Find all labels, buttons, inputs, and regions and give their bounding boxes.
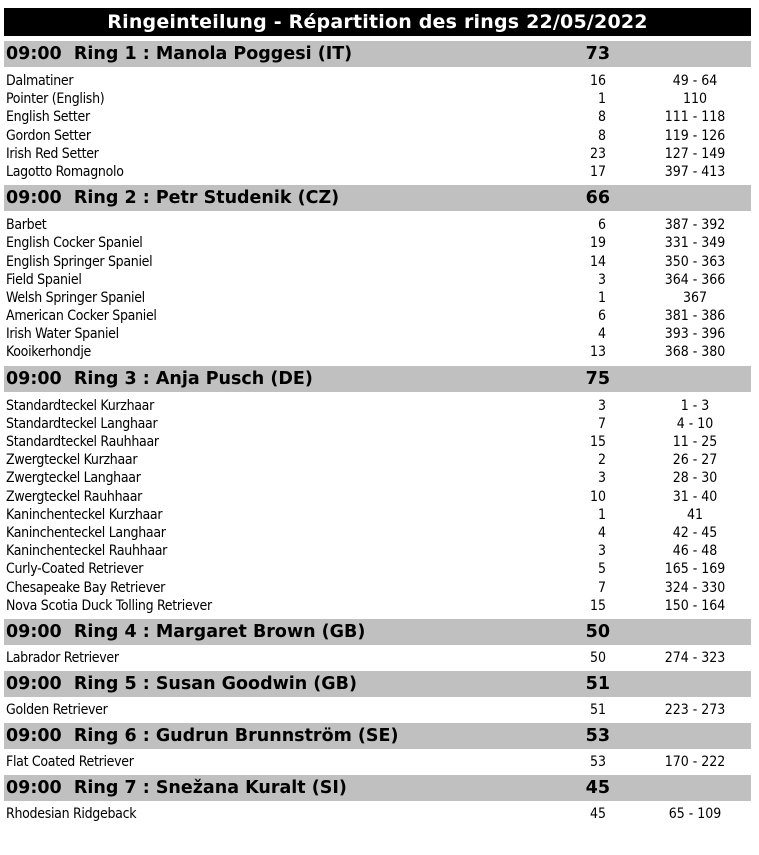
breed-count: 10 (589, 488, 606, 505)
catalog-range: 41 (686, 506, 704, 523)
catalog-range: 387 - 392 (664, 217, 726, 234)
catalog-range: 393 - 396 (664, 326, 726, 343)
breed-name: Zwergteckel Langhaar (6, 470, 141, 487)
breed-name: Welsh Springer Spaniel (6, 289, 145, 306)
breed-count: 7 (597, 579, 606, 596)
ring-judge-label: Ring 7 : Snežana Kuralt (SI) (73, 778, 347, 799)
ring-title (6, 775, 347, 802)
breed-count: 4 (597, 524, 606, 541)
breed-list (4, 211, 751, 366)
breed-row (4, 234, 751, 252)
breed-count: 3 (597, 470, 606, 487)
breed-row (4, 753, 751, 771)
catalog-range: 119 - 126 (664, 127, 726, 144)
breed-name: Rhodesian Ridgeback (6, 806, 137, 823)
ring-total-count: 53 (585, 726, 610, 747)
breed-count: 3 (597, 543, 606, 560)
ring-section (4, 723, 751, 775)
ring-schedule (4, 41, 751, 828)
breed-name: English Setter (6, 109, 90, 126)
catalog-range: 364 - 366 (664, 271, 726, 288)
catalog-range: 46 - 48 (672, 543, 718, 560)
breed-row (4, 469, 751, 487)
breed-name: Pointer (English) (6, 91, 105, 108)
ring-section (4, 671, 751, 723)
breed-row (4, 127, 751, 145)
breed-count: 1 (597, 289, 606, 306)
catalog-range: 1 - 3 (680, 397, 710, 414)
breed-name: Curly-Coated Retriever (6, 561, 144, 578)
breed-count: 8 (597, 109, 606, 126)
breed-name: English Springer Spaniel (6, 253, 153, 270)
breed-row (4, 451, 751, 469)
catalog-range: 28 - 30 (672, 470, 718, 487)
breed-count: 51 (589, 702, 606, 719)
breed-row (4, 163, 751, 181)
breed-count: 50 (589, 649, 606, 666)
breed-name: American Cocker Spaniel (6, 308, 157, 325)
catalog-range: 368 - 380 (664, 344, 726, 361)
breed-row (4, 542, 751, 560)
breed-name: Standardteckel Rauhhaar (6, 434, 159, 450)
breed-name: Lagotto Romagnolo (6, 163, 124, 180)
breed-row (4, 488, 751, 506)
breed-count: 1 (597, 506, 606, 523)
breed-row (4, 307, 751, 325)
breed-name: Kaninchenteckel Rauhhaar (6, 543, 168, 560)
catalog-range: 381 - 386 (664, 308, 726, 325)
breed-row (4, 216, 751, 234)
breed-name: Irish Red Setter (6, 145, 99, 162)
breed-count: 8 (597, 127, 606, 144)
breed-row (4, 90, 751, 108)
catalog-range: 331 - 349 (664, 235, 726, 252)
ring-section (4, 366, 751, 619)
ring-title (6, 185, 339, 212)
breed-count: 2 (597, 452, 606, 469)
catalog-range: 223 - 273 (664, 702, 726, 719)
breed-count: 13 (589, 344, 606, 361)
breed-list (4, 645, 751, 671)
catalog-range: 397 - 413 (664, 163, 726, 180)
breed-name: Barbet (6, 217, 47, 234)
breed-list (4, 749, 751, 775)
ring-judge-label: Ring 5 : Susan Goodwin (GB) (73, 674, 358, 695)
breed-row (4, 701, 751, 719)
catalog-range: 350 - 363 (664, 253, 726, 270)
breed-row (4, 289, 751, 307)
ring-time: 09:00 (6, 368, 62, 389)
breed-name: Standardteckel Kurzhaar (6, 397, 154, 414)
ring-title (6, 41, 352, 68)
catalog-range: 150 - 164 (664, 597, 726, 614)
ring-judge-label: Ring 3 : Anja Pusch (DE) (73, 368, 313, 389)
breed-row (4, 560, 751, 578)
breed-name: Nova Scotia Duck Tolling Retriever (6, 597, 212, 614)
breed-name: Chesapeake Bay Retriever (6, 579, 166, 596)
breed-count: 53 (589, 754, 606, 771)
catalog-range: 274 - 323 (664, 649, 726, 666)
ring-time: 09:00 (6, 621, 62, 642)
catalog-range: 26 - 27 (672, 452, 718, 469)
breed-list (4, 67, 751, 185)
ring-section (4, 41, 751, 185)
catalog-range: 11 - 25 (672, 434, 718, 450)
breed-name: Golden Retriever (6, 702, 108, 719)
ring-time: 09:00 (6, 188, 62, 209)
breed-count: 4 (597, 326, 606, 343)
ring-title (6, 366, 313, 393)
breed-name: Zwergteckel Rauhhaar (6, 488, 142, 505)
breed-count: 7 (597, 415, 606, 432)
breed-list (4, 801, 751, 827)
breed-row (4, 325, 751, 343)
ring-title (6, 671, 357, 698)
document-title: Ringeinteilung - Répartition des rings 22/05/2022 (4, 8, 751, 36)
ring-total-count: 66 (585, 188, 610, 209)
ring-time: 09:00 (6, 674, 62, 695)
breed-count: 1 (597, 91, 606, 108)
breed-name: Kaninchenteckel Kurzhaar (6, 506, 163, 523)
breed-name: Zwergteckel Kurzhaar (6, 452, 138, 469)
breed-row (4, 145, 751, 163)
breed-name: Standardteckel Langhaar (6, 415, 158, 432)
catalog-range: 31 - 40 (672, 488, 718, 505)
breed-row (4, 649, 751, 667)
catalog-range: 324 - 330 (664, 579, 726, 596)
ring-judge-label: Ring 1 : Manola Poggesi (IT) (73, 44, 353, 64)
breed-list (4, 392, 751, 619)
breed-row (4, 72, 751, 90)
ring-header (4, 41, 751, 67)
catalog-range: 110 (682, 91, 708, 108)
breed-count: 15 (589, 434, 606, 450)
breed-row (4, 343, 751, 361)
catalog-range: 127 - 149 (664, 145, 726, 162)
ring-total-count: 75 (585, 368, 610, 389)
ring-header (4, 366, 751, 392)
ring-header (4, 723, 751, 749)
ring-judge-label: Ring 6 : Gudrun Brunnström (SE) (73, 726, 399, 747)
breed-row (4, 597, 751, 615)
breed-row (4, 253, 751, 271)
ring-time: 09:00 (6, 726, 62, 747)
breed-count: 3 (597, 271, 606, 288)
ring-total-count: 73 (585, 44, 610, 64)
ring-total-count: 51 (585, 674, 610, 695)
breed-name: Kaninchenteckel Langhaar (6, 524, 166, 541)
ring-time: 09:00 (6, 778, 62, 799)
ring-header (4, 185, 751, 211)
breed-name: English Cocker Spaniel (6, 235, 143, 252)
breed-name: Flat Coated Retriever (6, 754, 134, 771)
breed-row (4, 271, 751, 289)
breed-name: Dalmatiner (6, 73, 74, 89)
ring-header (4, 671, 751, 697)
breed-row (4, 524, 751, 542)
breed-count: 16 (589, 73, 606, 89)
ring-header (4, 775, 751, 801)
catalog-range: 42 - 45 (672, 524, 718, 541)
catalog-range: 165 - 169 (664, 561, 726, 578)
ring-section (4, 619, 751, 671)
breed-name: Field Spaniel (6, 271, 82, 288)
breed-row (4, 579, 751, 597)
breed-count: 5 (597, 561, 606, 578)
ring-judge-label: Ring 4 : Margaret Brown (GB) (73, 621, 366, 642)
breed-name: Kooikerhondje (6, 344, 91, 361)
breed-count: 6 (597, 308, 606, 325)
ring-time: 09:00 (6, 44, 62, 64)
breed-name: Labrador Retriever (6, 649, 119, 666)
ring-total-count: 50 (585, 621, 610, 642)
breed-count: 15 (589, 597, 606, 614)
breed-name: Irish Water Spaniel (6, 326, 119, 343)
ring-total-count: 45 (585, 778, 610, 799)
breed-count: 6 (597, 217, 606, 234)
breed-row (4, 506, 751, 524)
ring-header (4, 619, 751, 645)
ring-section (4, 185, 751, 366)
breed-count: 19 (589, 235, 606, 252)
breed-row (4, 415, 751, 433)
breed-row (4, 108, 751, 126)
breed-count: 3 (597, 397, 606, 414)
catalog-range: 65 - 109 (668, 806, 722, 823)
breed-count: 45 (589, 806, 606, 823)
breed-row (4, 805, 751, 823)
breed-count: 14 (589, 253, 606, 270)
breed-list (4, 697, 751, 723)
breed-name: Gordon Setter (6, 127, 91, 144)
breed-count: 17 (589, 163, 606, 180)
ring-judge-label: Ring 2 : Petr Studenik (CZ) (73, 188, 340, 209)
breed-row (4, 433, 751, 451)
catalog-range: 367 (682, 289, 708, 306)
catalog-range: 4 - 10 (676, 415, 714, 432)
catalog-range: 49 - 64 (672, 73, 718, 89)
breed-count: 23 (589, 145, 606, 162)
catalog-range: 170 - 222 (664, 754, 726, 771)
ring-section (4, 775, 751, 827)
ring-title (6, 619, 365, 646)
breed-row (4, 397, 751, 415)
ring-title (6, 723, 398, 750)
catalog-range: 111 - 118 (664, 109, 726, 126)
